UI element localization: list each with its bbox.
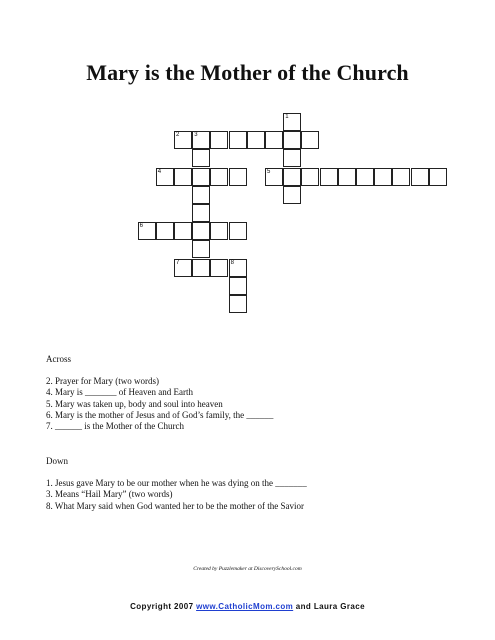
crossword-cell[interactable] [283, 149, 301, 167]
clue-number: 1 [285, 114, 289, 120]
crossword-cell[interactable] [192, 186, 210, 204]
crossword-cell[interactable] [229, 277, 247, 295]
crossword-cell[interactable] [210, 168, 228, 186]
crossword-cell[interactable] [210, 222, 228, 240]
crossword-cell[interactable] [138, 222, 156, 240]
crossword-cell[interactable] [210, 259, 228, 277]
crossword-cell[interactable] [210, 131, 228, 149]
clue-number: 4 [157, 168, 162, 175]
clue-number: 8 [230, 259, 234, 266]
clue-down-3: 3. Means “Hail Mary” (two words) [46, 489, 173, 500]
across-clues [46, 354, 273, 432]
page-title: Mary is the Mother of the Church [86, 60, 409, 85]
crossword-cell[interactable] [265, 168, 283, 186]
crossword-cell[interactable] [229, 295, 247, 313]
crossword-cell[interactable] [192, 222, 210, 240]
down-heading: Down [46, 456, 68, 466]
crossword-cell[interactable] [192, 240, 210, 258]
crossword-cell[interactable] [174, 168, 192, 186]
crossword-cell[interactable] [229, 259, 247, 277]
crossword-cell[interactable] [374, 168, 392, 186]
crossword-cell[interactable] [283, 186, 301, 204]
clue-across-7: 7. ______ is the Mother of the Church [46, 421, 184, 432]
copyright-footer [0, 602, 495, 611]
crossword-cell[interactable] [265, 131, 283, 149]
clue-down-1: 1. Jesus gave Mary to be our mother when he was dying on the _______ [46, 478, 307, 489]
crossword-cell[interactable] [283, 113, 301, 131]
crossword-cell[interactable] [320, 168, 338, 186]
crossword-cell[interactable] [156, 168, 174, 186]
clue-number: 2 [176, 132, 180, 139]
clue-number: 7 [176, 259, 180, 266]
copyright-prefix: Copyright 2007 [130, 602, 197, 611]
puzzlemaker-credit: Created by Puzzlemaker at DiscoverySchool.com [193, 566, 302, 572]
catholicmom-link[interactable]: www.CatholicMom.com [196, 602, 294, 611]
crossword-cell[interactable] [174, 131, 192, 149]
crossword-cell[interactable] [411, 168, 429, 186]
crossword-cell[interactable] [301, 131, 319, 149]
crossword-cell[interactable] [283, 168, 301, 186]
crossword-cell[interactable] [229, 131, 247, 149]
clue-across-6: 6. Mary is the mother of Jesus and of God’s family, the ______ [46, 409, 274, 420]
crossword-cell[interactable] [229, 222, 247, 240]
clue-number: 6 [139, 223, 143, 230]
clue-across-2: 2. Prayer for Mary (two words) [46, 376, 159, 387]
crossword-cell[interactable] [192, 259, 210, 277]
across-heading: Across [46, 354, 71, 364]
crossword-cell[interactable] [301, 168, 319, 186]
copyright-suffix: and Laura Grace [293, 602, 365, 611]
crossword-cell[interactable] [174, 259, 192, 277]
crossword-cell[interactable] [429, 168, 447, 186]
crossword-cell[interactable] [229, 168, 247, 186]
crossword-cell[interactable] [247, 131, 265, 149]
crossword-cell[interactable] [174, 222, 192, 240]
clue-down-8: 8. What Mary said when God wanted her to be the mother of the Savior [46, 500, 305, 511]
crossword-cell[interactable] [392, 168, 410, 186]
down-clues [46, 456, 307, 512]
crossword-cell[interactable] [283, 131, 301, 149]
crossword-cell[interactable] [192, 204, 210, 222]
clue-number: 3 [194, 132, 198, 139]
clue-across-4: 4. Mary is _______ of Heaven and Earth [46, 387, 193, 398]
crossword-cell[interactable] [338, 168, 356, 186]
clue-across-5: 5. Mary was taken up, body and soul into heaven [46, 398, 223, 409]
crossword-cell[interactable] [156, 222, 174, 240]
crossword-cell[interactable] [192, 149, 210, 167]
crossword-cell[interactable] [356, 168, 374, 186]
clue-number: 5 [267, 168, 271, 175]
crossword-cell[interactable] [192, 131, 210, 149]
crossword-cell[interactable] [192, 168, 210, 186]
